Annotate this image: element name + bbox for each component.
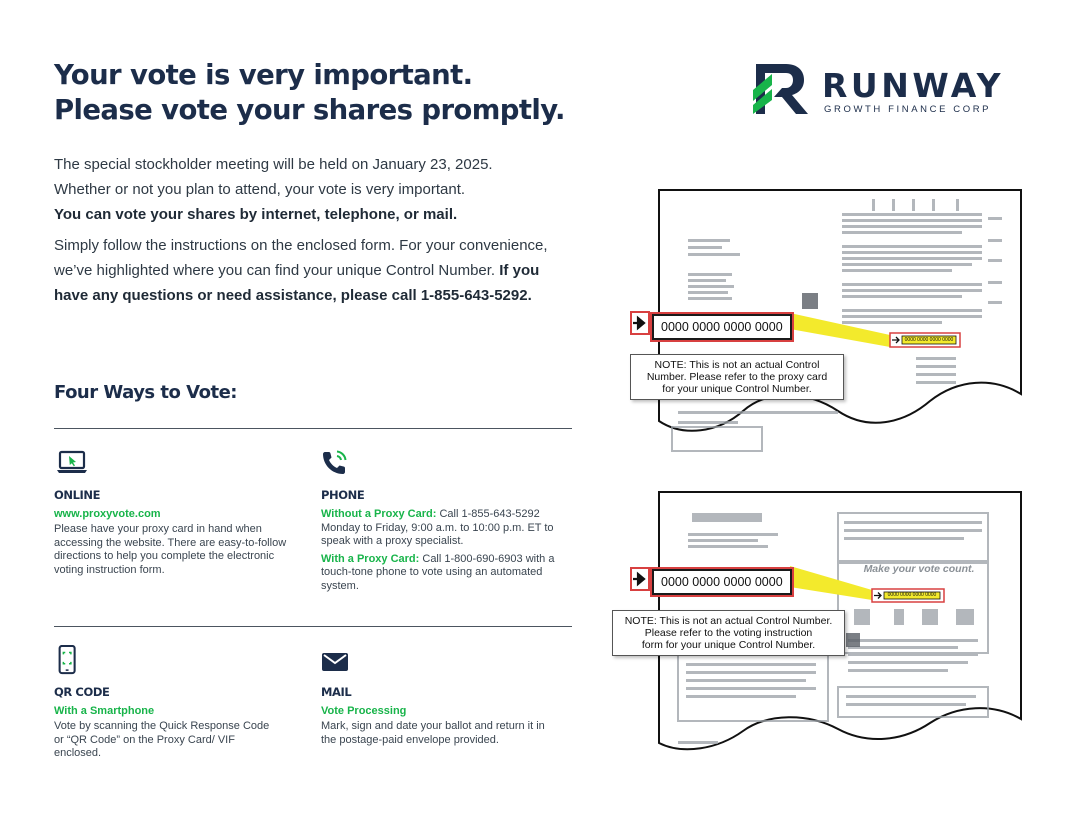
envelope-icon — [321, 645, 351, 675]
qr-method — [54, 645, 279, 761]
runway-r-mark-icon — [752, 62, 814, 118]
arrow-callout-vif — [630, 567, 650, 591]
headline-line-2: Please vote your shares promptly. — [54, 94, 565, 126]
arrow-right-icon — [632, 569, 648, 589]
control-number-small-vif: 0000 0000 0000 0000 — [887, 592, 937, 598]
proxyvote-link[interactable]: www.proxyvote.com — [54, 508, 161, 520]
control-number-callout: 0000 0000 0000 0000 — [652, 314, 792, 340]
mail-title: MAIL — [321, 685, 352, 699]
headline-line-1: Your vote is very important. — [54, 59, 473, 91]
vote-importance-text: Whether or not you plan to attend, your vote is very important. — [54, 181, 466, 198]
proxy-card-sample — [646, 189, 1022, 459]
mail-subtitle: Vote Processing — [321, 705, 407, 717]
intro-paragraph-1 — [54, 152, 574, 227]
meeting-date-text: The special stockholder meeting will be held on January 23, 2025. — [54, 156, 493, 173]
divider-middle — [54, 626, 572, 627]
qr-description: Vote by scanning the Quick Response Code or “QR Code” on the Proxy Card/ VIF enclosed. — [54, 720, 270, 760]
logo-tagline: GROWTH FINANCE CORP — [824, 104, 992, 115]
vif-note-line-2: Please refer to the voting instruction — [644, 627, 813, 639]
vif-note — [612, 610, 845, 656]
vif-header: Make your vote count. — [863, 563, 975, 575]
vif-note-line-1: NOTE: This is not an actual Control Number. — [624, 615, 833, 627]
arrow-callout — [630, 311, 650, 335]
online-description: Please have your proxy card in hand when accessing the website. There are easy-to-follow directions to help you complete the electronic voting instruction form. — [54, 523, 287, 576]
instructions-text: Simply follow the instructions on the enclosed form. For your convenience, we’ve highlighted where you can find your unique Control Number. — [54, 237, 548, 279]
assistance-text: If you have any questions or need assistance, please call 1-855-643-5292. — [54, 262, 540, 304]
without-card-label: Without a Proxy Card: — [321, 508, 437, 520]
laptop-icon — [54, 448, 92, 478]
note-line-2: Number. Please refer to the proxy card — [646, 371, 828, 383]
vif-note-line-3: form for your unique Control Number. — [641, 639, 816, 651]
intro-text — [54, 152, 574, 308]
runway-logo — [752, 60, 1022, 120]
phone-with-card — [321, 553, 571, 594]
vif-sample — [624, 491, 1022, 763]
logo-name: RUNWAY — [822, 66, 1005, 105]
qr-subtitle: With a Smartphone — [54, 705, 155, 717]
phone-without-card — [321, 508, 571, 549]
vote-methods-text: You can vote your shares by internet, telephone, or mail. — [54, 206, 458, 223]
phone-icon — [321, 448, 351, 478]
phone-title: PHONE — [321, 488, 365, 502]
control-number-callout-vif: 0000 0000 0000 0000 — [652, 569, 792, 595]
without-card-text: Call 1-855-643-5292 Monday to Friday, 9:00 a.m. to 10:00 p.m. ET to speak with a proxy specialist. — [321, 508, 554, 548]
mail-description: Mark, sign and date your ballot and return it in the postage-paid envelope provided. — [321, 720, 545, 746]
control-number-small: 0000 0000 0000 0000 — [904, 337, 954, 343]
mail-method — [321, 645, 561, 747]
note-line-1: NOTE: This is not an actual Control — [654, 359, 820, 371]
qr-title: QR CODE — [54, 685, 110, 699]
intro-paragraph-2 — [54, 233, 574, 308]
online-title: ONLINE — [54, 488, 101, 502]
four-ways-title: Four Ways to Vote: — [54, 382, 237, 403]
with-card-text: Call 1-800-690-6903 with a touch-tone phone to vote using an automated system. — [321, 552, 555, 592]
arrow-right-icon — [632, 313, 648, 333]
online-method — [54, 448, 304, 577]
with-card-label: With a Proxy Card: — [321, 552, 420, 565]
divider-top — [54, 428, 572, 429]
headline — [54, 58, 565, 128]
note-line-3: for your unique Control Number. — [662, 383, 812, 395]
smartphone-qr-icon — [54, 645, 84, 675]
proxy-card-note — [630, 354, 844, 400]
phone-method — [321, 448, 571, 594]
